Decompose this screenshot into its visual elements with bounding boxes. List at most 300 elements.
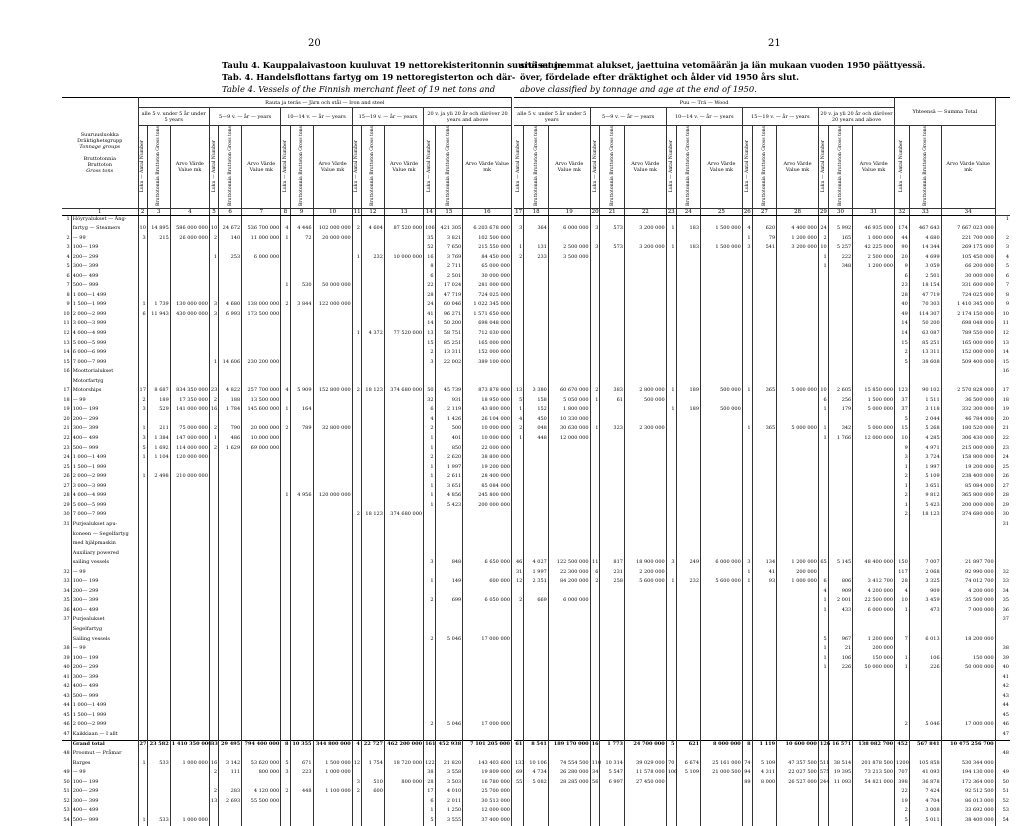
table-cell: 500 (435, 425, 463, 435)
table-cell (853, 378, 895, 388)
table-cell: 215 550 000 (463, 244, 512, 254)
table-cell: 249 (676, 559, 701, 569)
table-cell (853, 750, 895, 760)
table-cell: 2 011 (435, 798, 463, 808)
table-cell: 23 582 (147, 741, 170, 751)
row-index: 39 (1002, 654, 1009, 661)
table-cell (352, 292, 361, 302)
table-cell (138, 492, 147, 502)
table-cell: 1 000 000 (170, 760, 209, 770)
table-cell (600, 636, 625, 646)
table-cell (352, 712, 361, 722)
table-cell (676, 607, 701, 617)
table-cell (170, 540, 209, 550)
table-cell (281, 798, 290, 808)
table-cell: 18 900 000 (624, 559, 666, 569)
table-cell: 389 100 000 (463, 359, 512, 369)
table-cell: 66 200 000 (941, 263, 995, 273)
table-cell (290, 368, 313, 378)
table-cell (435, 626, 463, 636)
table-cell (138, 578, 147, 588)
table-cell (361, 731, 384, 741)
sub-header: Arvo Värde Value mk (170, 126, 209, 209)
row-label: Barges (71, 760, 138, 770)
table-cell (209, 340, 218, 350)
table-cell (777, 368, 819, 378)
table-row (62, 254, 512, 264)
table-cell: 106 (828, 655, 853, 665)
table-cell (170, 702, 209, 712)
table-cell (624, 607, 666, 617)
table-cell: 152 000 000 (941, 349, 995, 359)
column-number: 11 (353, 208, 361, 215)
table-cell (624, 693, 666, 703)
table-row (62, 807, 512, 817)
table-cell: 2 351 (524, 578, 549, 588)
row-index: 7 (1005, 282, 1009, 289)
table-row (62, 445, 512, 455)
table-cell: 3 118 (909, 406, 941, 416)
row-index: 15 (62, 359, 71, 369)
table-cell (777, 292, 819, 302)
table-cell: 56 (590, 779, 600, 789)
table-cell (514, 788, 524, 798)
row-label: — 99 (71, 569, 138, 579)
table-cell (777, 550, 819, 560)
table-cell (666, 483, 676, 493)
table-cell (853, 359, 895, 369)
table-cell: 1 (209, 254, 218, 264)
row-index: 39 (62, 655, 71, 665)
table-row (62, 550, 512, 560)
table-cell (777, 263, 819, 273)
table-cell (138, 254, 147, 264)
table-cell: 96 271 (435, 311, 463, 321)
table-row (514, 435, 1010, 445)
table-cell (742, 349, 752, 359)
page-number: 21 (768, 38, 781, 49)
table-cell: 11 093 (828, 779, 853, 789)
table-cell: 3 (742, 244, 752, 254)
table-cell: 221 700 000 (941, 235, 995, 245)
table-cell (352, 597, 361, 607)
table-cell: 15 (424, 340, 436, 350)
table-cell (290, 320, 313, 330)
column-number: 8 (281, 208, 290, 215)
column-number: 12 (361, 208, 384, 215)
table-cell (600, 540, 625, 550)
table-cell (624, 349, 666, 359)
table-cell: 152 (524, 406, 549, 416)
table-cell: 1 200 000 (853, 263, 895, 273)
table-cell: 174 (895, 225, 910, 235)
table-cell (290, 636, 313, 646)
table-cell (352, 655, 361, 665)
table-cell (424, 626, 436, 636)
table-cell (676, 263, 701, 273)
table-cell (742, 464, 752, 474)
table-cell: 669 (524, 597, 549, 607)
row-index: 2 (1005, 234, 1009, 241)
table-cell: 52 (424, 244, 436, 254)
table-cell (242, 416, 281, 426)
table-cell (524, 588, 549, 598)
table-cell: 87 520 000 (384, 225, 423, 235)
table-cell: 45 739 (435, 387, 463, 397)
table-cell (600, 473, 625, 483)
table-cell (147, 779, 170, 789)
table-cell (853, 693, 895, 703)
table-cell: 4 971 (909, 445, 941, 455)
table-cell (777, 378, 819, 388)
table-cell (666, 445, 676, 455)
table-cell (548, 473, 590, 483)
table-cell (828, 616, 853, 626)
table-row (514, 330, 1010, 340)
table-cell (777, 597, 819, 607)
table-cell: 4 956 (290, 492, 313, 502)
table-cell (752, 378, 777, 388)
table-cell: 63 087 (909, 330, 941, 340)
table-cell: 712 030 000 (463, 330, 512, 340)
table-row (514, 215, 1010, 225)
table-cell (138, 655, 147, 665)
table-row (514, 674, 1010, 684)
table-row (514, 254, 1010, 264)
table-cell: 8 (281, 741, 290, 751)
table-cell (290, 378, 313, 388)
table-cell (742, 731, 752, 741)
table-cell (352, 588, 361, 598)
row-index: 12 (1002, 330, 1009, 337)
row-index: 5 (1005, 263, 1009, 270)
table-cell (313, 273, 352, 283)
table-cell (895, 368, 910, 378)
table-cell (352, 750, 361, 760)
table-row (62, 340, 512, 350)
table-cell: 10 106 (524, 760, 549, 770)
table-cell (352, 626, 361, 636)
table-cell (281, 320, 290, 330)
row-index: 10 (62, 311, 71, 321)
data-table-left (62, 97, 512, 826)
table-cell (676, 359, 701, 369)
table-row (62, 225, 512, 235)
table-cell (600, 416, 625, 426)
sub-header: Arvo Värde Value mk (853, 126, 895, 209)
table-cell: 1 (209, 359, 218, 369)
table-cell (138, 464, 147, 474)
table-cell (361, 454, 384, 464)
row-label: 500— 999 (71, 817, 138, 826)
table-cell (281, 273, 290, 283)
table-cell (548, 655, 590, 665)
table-cell (548, 626, 590, 636)
table-cell (701, 282, 743, 292)
table-cell: 452 (895, 741, 910, 751)
table-cell: 5 992 (828, 225, 853, 235)
table-row (62, 349, 512, 359)
table-cell (600, 655, 625, 665)
table-cell (219, 330, 242, 340)
table-cell: 448 (524, 435, 549, 445)
table-cell (777, 464, 819, 474)
table-cell (909, 683, 941, 693)
table-cell (209, 215, 218, 225)
table-cell (676, 597, 701, 607)
table-cell (777, 330, 819, 340)
table-cell (818, 282, 828, 292)
table-cell: 834 350 000 (170, 387, 209, 397)
row-label: Purjealukset apu- (71, 521, 138, 531)
table-cell (219, 702, 242, 712)
table-cell (352, 235, 361, 245)
table-cell: 724 025 000 (941, 292, 995, 302)
table-cell (752, 626, 777, 636)
table-cell: 226 (909, 664, 941, 674)
table-cell (352, 645, 361, 655)
row-label: 1 000—1 499 (71, 292, 138, 302)
table-cell (384, 282, 423, 292)
table-cell: 14 (895, 330, 910, 340)
table-cell (752, 445, 777, 455)
table-cell (384, 445, 423, 455)
table-cell: 2 (209, 769, 218, 779)
table-cell (352, 693, 361, 703)
table-cell: 383 (600, 387, 625, 397)
table-cell: 123 (895, 387, 910, 397)
table-cell (701, 215, 743, 225)
table-cell: 4 446 (290, 225, 313, 235)
table-cell (524, 454, 549, 464)
table-cell (242, 588, 281, 598)
table-cell (548, 330, 590, 340)
table-cell (742, 645, 752, 655)
table-cell (219, 731, 242, 741)
table-cell: 18 123 (361, 387, 384, 397)
table-cell (361, 521, 384, 531)
table-row (514, 559, 1010, 569)
table-cell (676, 674, 701, 684)
table-cell (313, 664, 352, 674)
table-cell: 1 104 (147, 454, 170, 464)
table-cell (384, 712, 423, 722)
table-cell: 5 (424, 817, 436, 826)
table-cell: 1 (895, 607, 910, 617)
table-cell (742, 626, 752, 636)
table-cell (281, 540, 290, 550)
table-cell: 90 (895, 244, 910, 254)
table-cell (624, 597, 666, 607)
table-cell (147, 263, 170, 273)
row-index: 50 (1002, 778, 1009, 785)
table-cell: 106 (666, 769, 676, 779)
table-row (514, 416, 1010, 426)
table-cell (147, 588, 170, 598)
row-index: 30 (1002, 511, 1009, 518)
table-cell (909, 215, 941, 225)
table-cell (548, 693, 590, 703)
table-cell (514, 378, 524, 388)
table-cell (170, 779, 209, 789)
table-cell (290, 702, 313, 712)
table-cell (590, 788, 600, 798)
table-cell (666, 425, 676, 435)
table-cell (281, 578, 290, 588)
table-cell (138, 769, 147, 779)
table-cell (170, 464, 209, 474)
table-cell (514, 349, 524, 359)
table-cell (828, 683, 853, 693)
table-cell: 13 (514, 387, 524, 397)
table-cell (624, 750, 666, 760)
table-cell (624, 817, 666, 826)
table-cell (313, 263, 352, 273)
table-cell (941, 616, 995, 626)
table-cell (170, 273, 209, 283)
table-cell (219, 473, 242, 483)
table-cell (600, 521, 625, 531)
table-cell (463, 521, 512, 531)
table-cell (666, 340, 676, 350)
table-cell (600, 683, 625, 693)
table-cell (524, 712, 549, 722)
table-cell (777, 645, 819, 655)
table-cell (676, 273, 701, 283)
table-cell: 4 (281, 225, 290, 235)
row-label: 300— 399 (71, 674, 138, 684)
table-cell: 7 (895, 636, 910, 646)
table-cell (290, 569, 313, 579)
table-cell: 529 (147, 406, 170, 416)
table-cell: 2 044 (909, 416, 941, 426)
table-cell (514, 616, 524, 626)
table-cell: 283 (219, 788, 242, 798)
table-cell (752, 273, 777, 283)
table-cell: 10 475 256 700 (941, 741, 995, 751)
table-row (514, 425, 1010, 435)
table-cell (548, 454, 590, 464)
table-cell (701, 664, 743, 674)
table-cell (361, 368, 384, 378)
table-cell: 158 (524, 397, 549, 407)
table-cell: 21 820 (435, 760, 463, 770)
row-index: 6 (62, 273, 71, 283)
table-cell (435, 569, 463, 579)
table-cell (777, 712, 819, 722)
table-cell (463, 511, 512, 521)
table-cell: 25 700 000 (463, 788, 512, 798)
table-cell (666, 588, 676, 598)
table-cell (281, 750, 290, 760)
table-cell (384, 473, 423, 483)
table-cell (548, 311, 590, 321)
table-cell: 1 250 (435, 807, 463, 817)
sub-header: Bruttotonnia Bruttoton Gross tons (147, 126, 170, 209)
table-row (62, 569, 512, 579)
table-cell: 73 213 500 (853, 769, 895, 779)
table-cell (290, 511, 313, 521)
table-cell (147, 349, 170, 359)
table-cell (590, 301, 600, 311)
table-cell (666, 235, 676, 245)
table-cell: 374 680 000 (384, 387, 423, 397)
table-cell: 3 (742, 559, 752, 569)
table-cell: 3 459 (909, 597, 941, 607)
table-cell: 536 700 000 (242, 225, 281, 235)
table-cell: 161 (424, 741, 436, 751)
table-cell (138, 531, 147, 541)
table-cell (895, 750, 910, 760)
table-cell (853, 674, 895, 684)
table-row (62, 387, 512, 397)
table-cell (941, 540, 995, 550)
table-cell (624, 320, 666, 330)
table-cell (895, 674, 910, 684)
table-cell (352, 636, 361, 646)
table-cell (352, 397, 361, 407)
table-cell (361, 655, 384, 665)
table-cell (514, 368, 524, 378)
table-cell: 2 800 000 (624, 387, 666, 397)
row-index (62, 741, 71, 751)
row-label: 200— 299 (71, 416, 138, 426)
table-row (62, 721, 512, 731)
table-cell (313, 607, 352, 617)
table-cell (219, 578, 242, 588)
table-cell (666, 645, 676, 655)
table-cell: 43 800 000 (463, 406, 512, 416)
row-index (995, 531, 1010, 541)
column-number: 28 (777, 208, 819, 215)
table-row (514, 769, 1010, 779)
table-cell: 7 424 (909, 788, 941, 798)
table-cell: 573 (600, 225, 625, 235)
table-cell (384, 368, 423, 378)
table-cell (742, 378, 752, 388)
table-cell: 18 123 (909, 511, 941, 521)
table-cell: 4 (895, 588, 910, 598)
table-cell (361, 311, 384, 321)
table-cell (676, 301, 701, 311)
table-cell: 10 330 000 (548, 416, 590, 426)
table-cell (590, 454, 600, 464)
table-cell (290, 559, 313, 569)
table-cell (701, 636, 743, 646)
table-cell (600, 607, 625, 617)
table-cell: 1 (424, 445, 436, 455)
table-cell (313, 416, 352, 426)
table-cell (777, 349, 819, 359)
table-cell: 1 500 000 (701, 244, 743, 254)
table-cell (818, 473, 828, 483)
table-cell (676, 721, 701, 731)
table-cell (138, 502, 147, 512)
table-cell: 699 (435, 597, 463, 607)
table-cell (548, 292, 590, 302)
table-cell (219, 349, 242, 359)
row-label: 200— 299 (71, 664, 138, 674)
table-cell (895, 626, 910, 636)
table-cell (701, 540, 743, 550)
table-cell (384, 798, 423, 808)
table-cell: 7 000 000 (941, 607, 995, 617)
table-cell: 8 687 (147, 387, 170, 397)
table-cell (777, 492, 819, 502)
table-cell (941, 712, 995, 722)
table-row (514, 550, 1010, 560)
table-cell (170, 731, 209, 741)
